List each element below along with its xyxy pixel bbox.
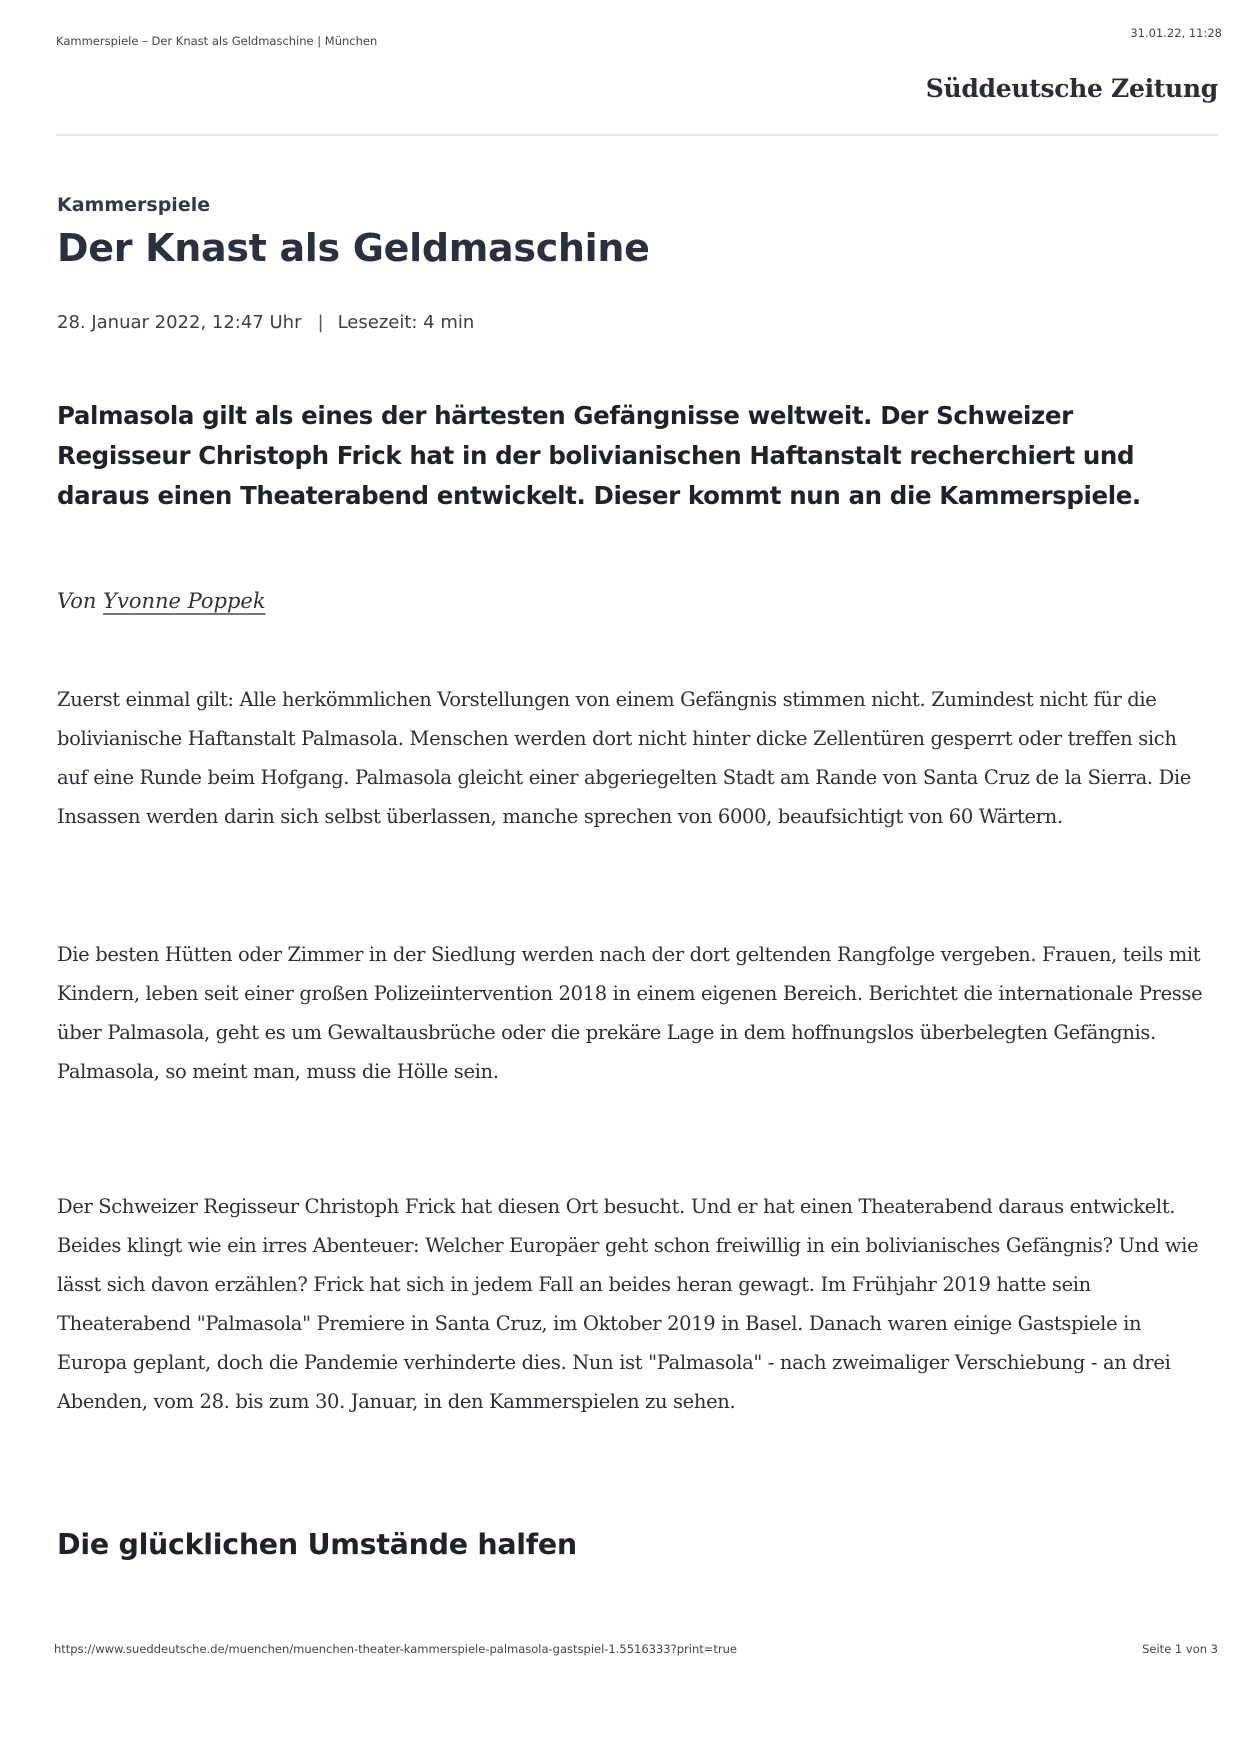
print-header-title: Kammerspiele – Der Knast als Geldmaschine | München (56, 34, 378, 48)
publish-date: 28. Januar 2022, 12:47 Uhr (57, 312, 302, 333)
article-kicker: Kammerspiele (57, 194, 211, 216)
section-subheading: Die glücklichen Umstände halfen (57, 1528, 577, 1561)
body-paragraph: Die besten Hütten oder Zimmer in der Siedlung werden nach der dort geltenden Rangfolge vergeben. Frauen, teils mit Kindern, leben seit einer großen Polizeiintervention 2018 in einem eigenen Bereich. Berichtet die internationale Presse über Palmasola, geht es um Gewaltausbrüche oder die prekäre Lage in dem hoffnungslos überbelegten Gefängnis. Palmasola, so meint man, muss die Hölle sein. (57, 943, 1203, 1083)
byline (57, 589, 1207, 613)
print-timestamp: 31.01.22, 11:28 (1130, 26, 1222, 40)
reading-time: Lesezeit: 4 min (337, 312, 475, 333)
byline-prefix: Von (57, 589, 97, 613)
meta-separator: | (317, 312, 324, 333)
article-meta (57, 312, 1207, 333)
article-headline: Der Knast als Geldmaschine (57, 226, 650, 270)
body-paragraph: Der Schweizer Regisseur Christoph Frick hat diesen Ort besucht. Und er hat einen Theaterabend daraus entwickelt. Beides klingt wie ein irres Abenteuer: Welcher Europäer geht schon freiwillig in ein bolivianisches Gefängnis? Und wie lässt sich davon erzählen? Frick hat sich in jedem Fall an beides heran gewagt. Im Frühjahr 2019 hatte sein Theaterabend "Palmasola" Premiere in Santa Cruz, im Oktober 2019 in Basel. Danach waren einige Gastspiele in Europa geplant, doch die Pandemie verhinderte dies. Nun ist "Palmasola" - nach zweimaliger Verschiebung - an drei Abenden, vom 28. bis zum 30. Januar, in den Kammerspielen zu sehen. (57, 1195, 1199, 1413)
print-footer-url: https://www.sueddeutsche.de/muenchen/muenchen-theater-kammerspiele-palmasola-gastspiel-1.5516333?print=true (54, 1642, 737, 1656)
body-paragraph: Zuerst einmal gilt: Alle herkömmlichen Vorstellungen von einem Gefängnis stimmen nicht. Zumindest nicht für die bolivianische Haftanstalt Palmasola. Menschen werden dort nicht hinter dicke Zellentüren gesperrt oder treffen sich auf eine Runde beim Hofgang. Palmasola gleicht einer abgeriegelten Stadt am Rande von Santa Cruz de la Sierra. Die Insassen werden darin sich selbst überlassen, manche sprechen von 6000, beaufsichtigt von 60 Wärtern. (57, 688, 1191, 828)
author-link[interactable]: Yvonne Poppek (103, 589, 266, 613)
print-page-number: Seite 1 von 3 (1142, 1642, 1218, 1656)
newspaper-logo: Süddeutsche Zeitung (925, 74, 1218, 103)
header-divider (56, 134, 1218, 136)
article-lead: Palmasola gilt als eines der härtesten Gefängnisse weltweit. Der Schweizer Regisseur Christoph Frick hat in der bolivianischen Haftanstalt recherchiert und daraus einen Theaterabend entwickelt. Dieser kommt nun an die Kammerspiele. (57, 401, 1141, 510)
